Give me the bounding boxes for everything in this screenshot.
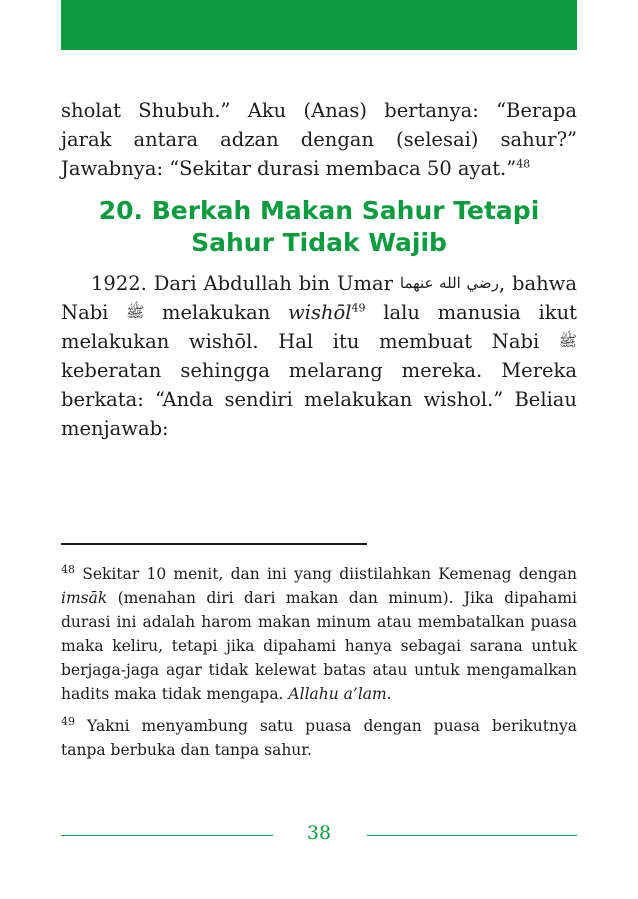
top-header-bar [61,0,577,50]
footnote-48-end: . [386,685,392,703]
page-number: 38 [306,822,332,844]
footnote-48-number: 48 [61,562,75,576]
honorific-saw-glyph: ﷺ [126,303,145,321]
honorific-ra-glyph: رضي الله عنهما [399,274,499,292]
footnote-separator [61,543,367,545]
footnote-48 [61,562,577,706]
footnotes [61,562,577,770]
hadith-paragraph [61,269,577,443]
page-footer [61,818,577,852]
term-wishol: wishōl [288,301,352,324]
footnote-ref-49[interactable]: 49 [351,301,366,315]
footnote-49-number: 49 [61,714,75,728]
hadith-text-2: , bahwa Nabi [61,272,577,324]
footnote-48-text-1: Sekitar 10 menit, dan ini yang diistilahkan Kemenag dengan [75,565,577,583]
heading-line-2: Sahur Tidak Wajib [191,228,447,257]
footer-line-right [367,835,577,836]
term-imsak: imsāk [61,589,108,607]
hadith-text-5: keberatan sehingga melarang mereka. Mereka berkata: “Anda sendiri melakukan wishol.” Beliau menjawab: [61,359,577,440]
hadith-text-1: 1922. Dari Abdullah bin Umar [91,272,400,295]
closing-phrase: Allahu a’lam [288,685,387,703]
hadith-text-4: lalu manusia ikut melakukan wishōl. Hal itu membuat Nabi [61,301,577,353]
footnote-49-text: Yakni menyambung satu puasa dengan puasa berikutnya tanpa berbuka dan tanpa sahur. [61,717,577,759]
footnote-48-text-2: (menahan diri dari makan dan minum). Jika dipahami durasi ini adalah harom makan minum atau membatalkan puasa maka keliru, tetapi jika dipahami hanya sebagai sarana untuk berjaga-jaga agar tidak kelewat batas atau untuk mengamalkan hadits maka tidak mengapa. [61,589,577,703]
hadith-text-3: melakukan [144,301,289,324]
intro-paragraph [61,96,577,183]
footnote-ref-48[interactable]: 48 [516,157,531,171]
footnote-49 [61,714,577,762]
honorific-saw-glyph-2: ﷺ [558,332,577,350]
main-content [61,96,577,443]
intro-text: sholat Shubuh.” Aku (Anas) bertanya: “Berapa jarak antara adzan dengan (selesai) sahur?” Jawabnya: “Sekitar durasi membaca 50 ayat.” [61,99,577,180]
section-heading [61,195,577,259]
heading-line-1: 20. Berkah Makan Sahur Tetapi [98,196,540,225]
